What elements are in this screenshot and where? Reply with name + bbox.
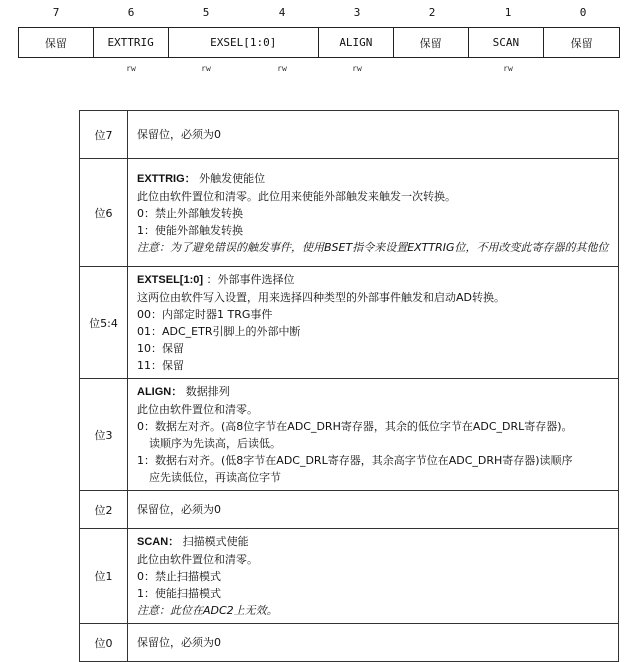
field-title — [137, 383, 612, 401]
access-label: rw — [352, 64, 362, 73]
field-scan: SCAN — [469, 28, 545, 57]
field-reserved-7: 保留 — [19, 28, 94, 57]
table-row — [80, 624, 619, 662]
description-line: 读顺序为先读高，后读低。 — [149, 437, 281, 450]
register-field-bar — [18, 27, 620, 58]
description-line: 1：使能外部触发转换 — [137, 223, 243, 237]
bit-description — [128, 624, 619, 662]
field-name: SCAN： — [137, 536, 180, 548]
description-line: 0：禁止外部触发转换 — [137, 206, 243, 220]
description-line: 01：ADC_ETR引脚上的外部中断 — [137, 325, 301, 338]
description-line: 11：保留 — [137, 359, 184, 372]
bit-description-table — [79, 110, 619, 662]
bit-label: 位6 — [80, 159, 128, 267]
access-label: rw — [503, 64, 513, 73]
field-exttrig: EXTTRIG — [94, 28, 169, 57]
description-line: 10：保留 — [137, 342, 184, 355]
field-title — [137, 170, 612, 188]
field-summary: 外触发使能位 — [199, 171, 266, 185]
bit-label: 位5:4 — [80, 267, 128, 379]
bit-description — [128, 529, 619, 624]
description-line: 此位由软件置位和清零。 — [137, 403, 258, 416]
bit-label: 位2 — [80, 491, 128, 529]
bit-description — [128, 379, 619, 491]
bit-number: 4 — [278, 6, 286, 19]
field-exsel: EXSEL[1:0] — [169, 28, 320, 57]
description-line: 保留位，必须为0 — [137, 128, 221, 141]
field-name: EXTSEL[1:0] — [137, 274, 204, 286]
description-line: 1：数据右对齐。(低8字节在ADC_DRL寄存器，其余高字节位在ADC_DRH寄存器)读顺序 — [137, 454, 573, 467]
field-summary: 扫描模式使能 — [182, 535, 249, 548]
description-line: 00：内部定时器1 TRG事件 — [137, 308, 273, 321]
bit-description — [128, 491, 619, 529]
description-line: 此位由软件置位和清零。此位用来使能外部触发来触发一次转换。 — [137, 189, 456, 203]
bit-number: 6 — [127, 6, 135, 19]
field-title — [137, 533, 612, 551]
field-summary: 数据排列 — [185, 385, 230, 398]
table-row — [80, 111, 619, 159]
table-row — [80, 267, 619, 379]
access-row — [18, 64, 620, 76]
field-align: ALIGN — [319, 28, 394, 57]
field-reserved-2: 保留 — [394, 28, 469, 57]
access-label: rw — [201, 64, 211, 73]
bit-description — [128, 111, 619, 159]
bit-label: 位3 — [80, 379, 128, 491]
table-row — [80, 379, 619, 491]
field-name: EXTTRIG： — [137, 172, 196, 185]
description-line: 保留位，必须为0 — [137, 503, 221, 516]
description-line: 0：禁止扫描模式 — [137, 570, 221, 583]
access-label: rw — [126, 64, 136, 73]
bit-label: 位7 — [80, 111, 128, 159]
bit-number: 1 — [504, 6, 512, 19]
table-row — [80, 159, 619, 267]
bit-number: 7 — [52, 6, 60, 19]
description-line: 0：数据左对齐。(高8位字节在ADC_DRH寄存器，其余的低位字节在ADC_DRL寄存器)。 — [137, 420, 573, 433]
field-title — [137, 271, 612, 289]
bit-number: 0 — [579, 6, 587, 19]
bit-description — [128, 267, 619, 379]
bit-description — [128, 159, 619, 267]
field-summary: ：外部事件选择位 — [206, 273, 295, 286]
description-line: 这两位由软件写入设置，用来选择四种类型的外部事件触发和启动AD转换。 — [137, 291, 505, 304]
bit-label: 位0 — [80, 624, 128, 662]
bit-number: 3 — [353, 6, 361, 19]
bit-number: 2 — [428, 6, 436, 19]
bit-number: 5 — [202, 6, 210, 19]
field-name: ALIGN： — [137, 386, 183, 398]
bit-number-row — [18, 6, 620, 20]
description-line: 应先读低位，再读高位字节 — [149, 471, 281, 484]
note-text: 注意：此位在ADC2上无效。 — [137, 604, 278, 617]
bit-label: 位1 — [80, 529, 128, 624]
description-line: 1：使能扫描模式 — [137, 587, 221, 600]
description-line: 保留位，必须为0 — [137, 636, 221, 649]
access-label: rw — [277, 64, 287, 73]
field-reserved-0: 保留 — [570, 36, 593, 50]
table-row — [80, 491, 619, 529]
description-line: 此位由软件置位和清零。 — [137, 553, 258, 566]
note-text: 注意：为了避免错误的触发事件，使用BSET指令来设置EXTTRIG位，不用改变此寄存器的其他位 — [137, 240, 609, 254]
table-row — [80, 529, 619, 624]
